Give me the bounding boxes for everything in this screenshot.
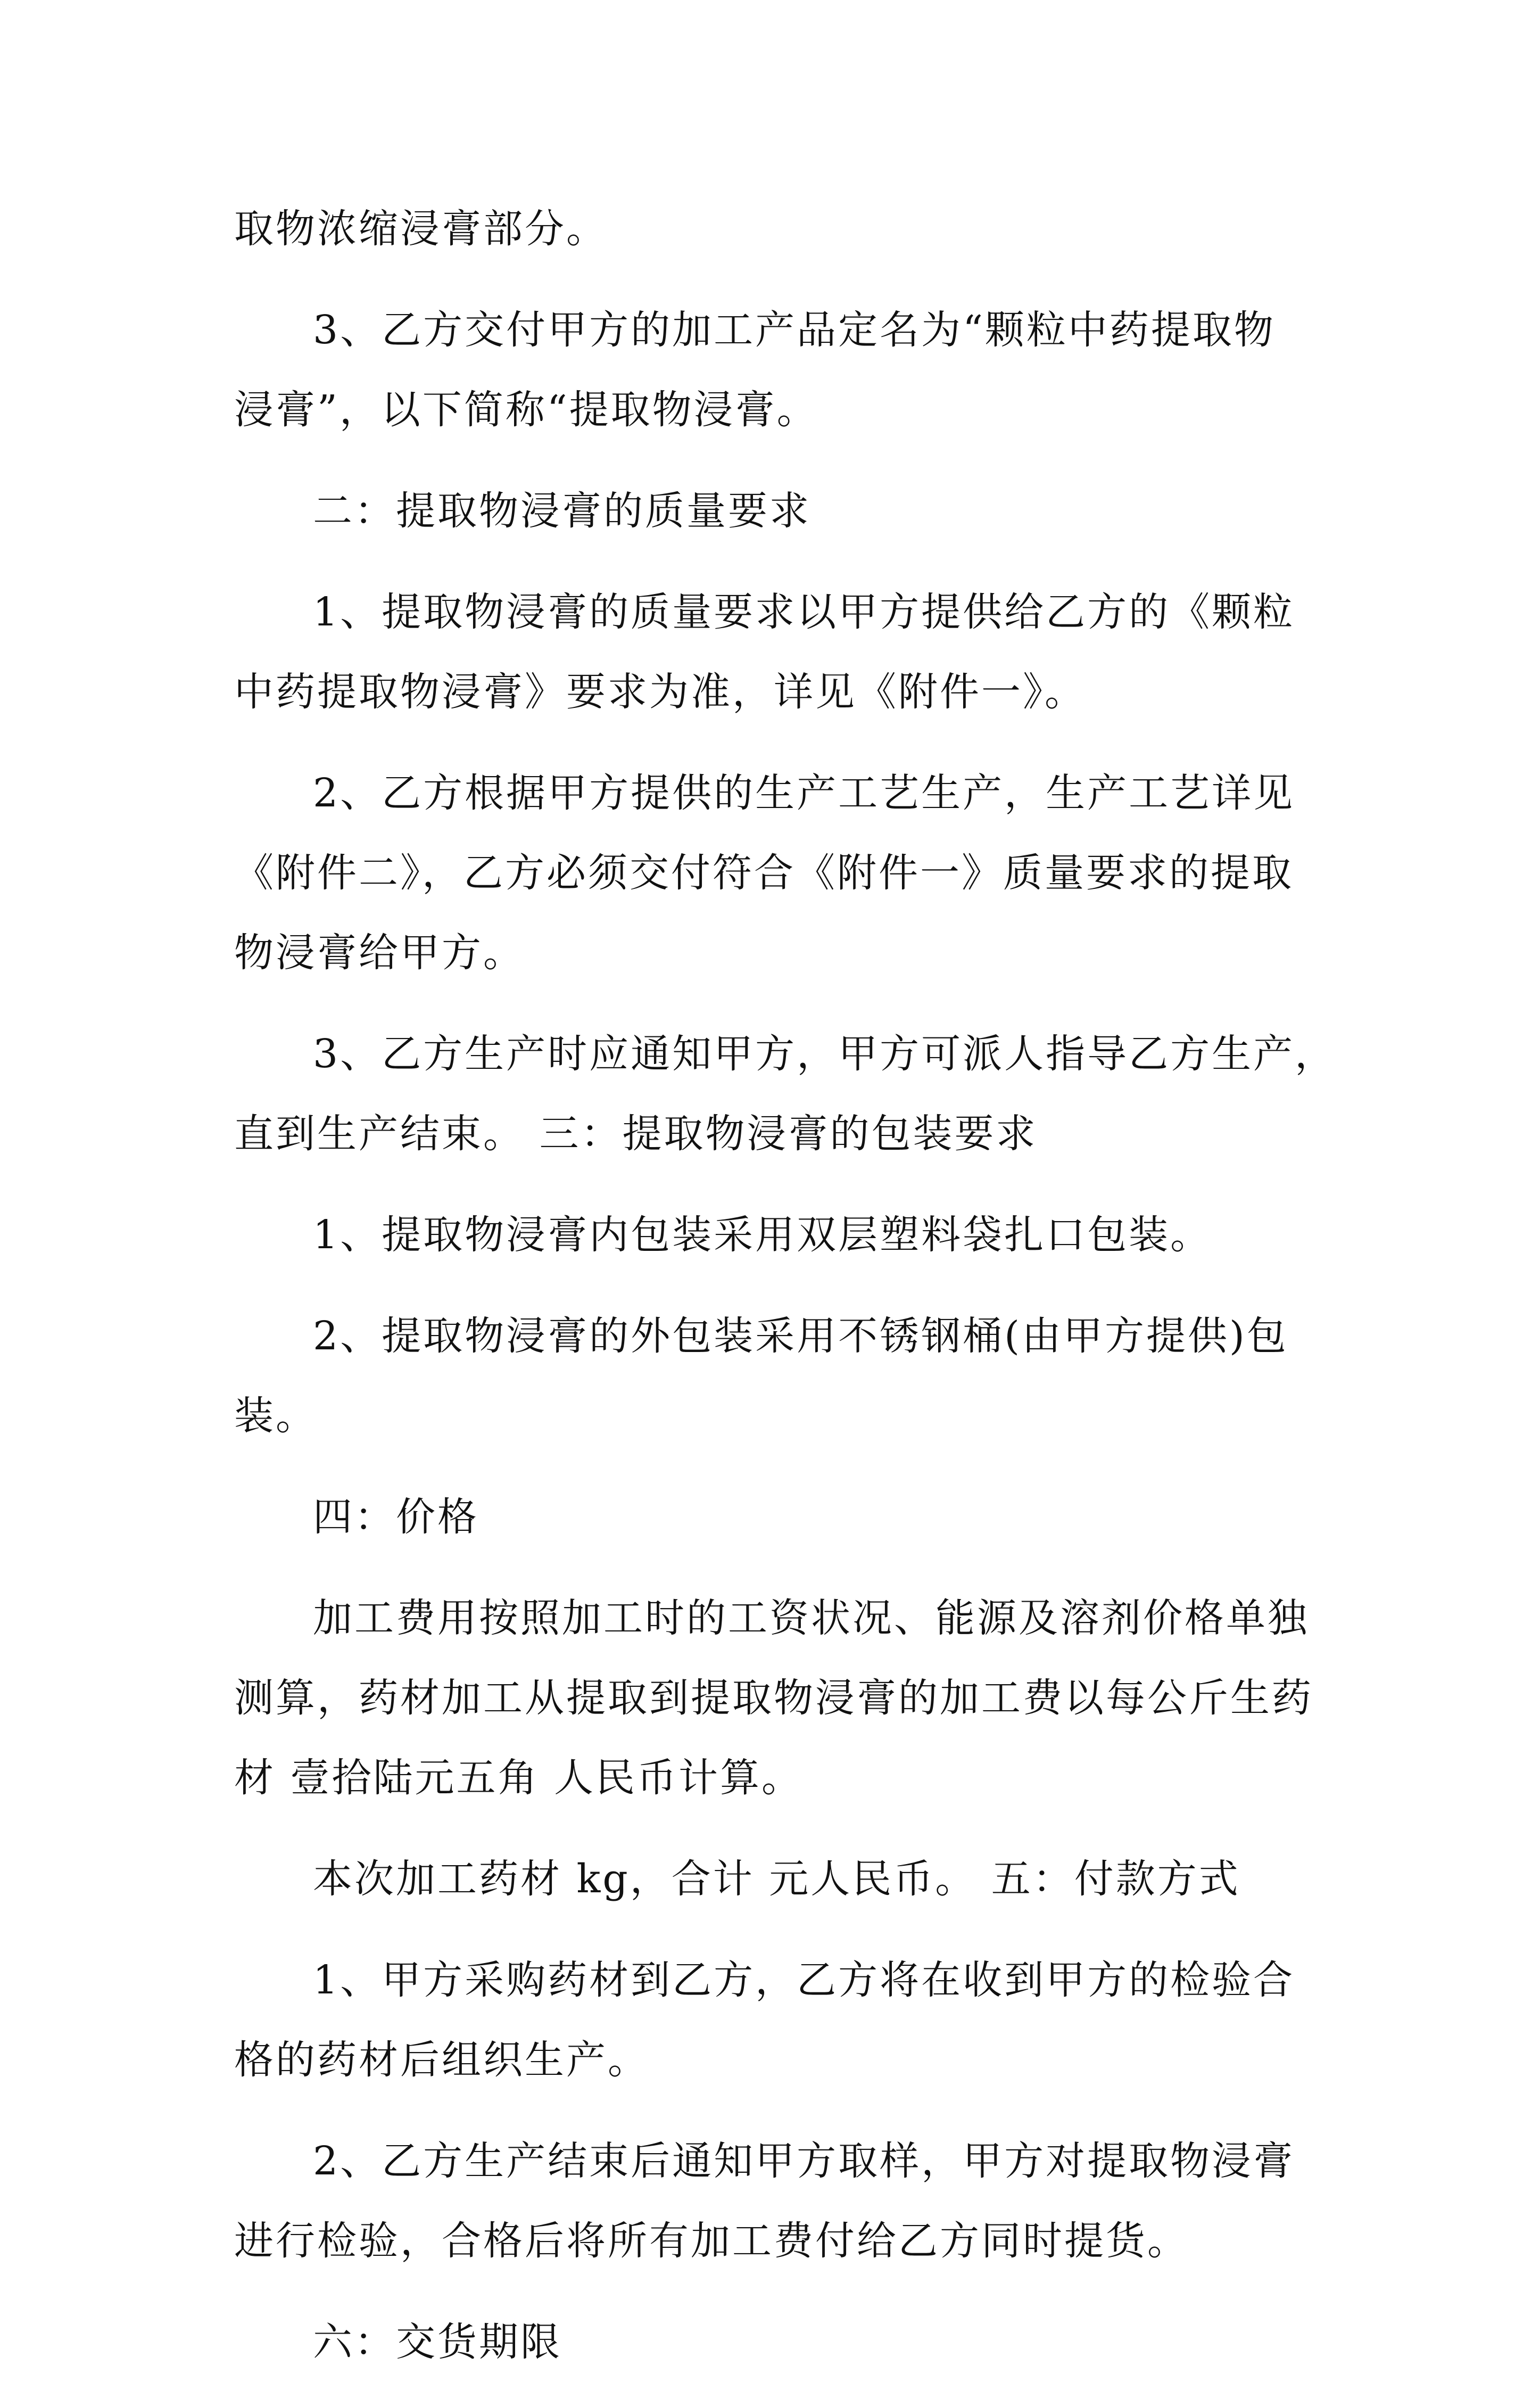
text-line: 3、乙方交付甲方的加工产品定名为“颗粒中药提取物 xyxy=(313,307,1276,353)
text-line: 1、提取物浸膏的质量要求以甲方提供给乙方的《颗粒 xyxy=(313,589,1295,635)
text-line: 取物浓缩浸膏部分。 xyxy=(234,206,608,252)
text-line: 《附件二》，乙方必须交付符合《附件一》质量要求的提取 xyxy=(234,850,1294,896)
text-line: 本次加工药材 kg，合计 元人民币。 五：付款方式 xyxy=(313,1856,1240,1902)
section-heading-price: 四：价格 xyxy=(313,1494,479,1540)
section-heading-delivery: 六：交货期限 xyxy=(313,2319,562,2365)
text-line: 装。 xyxy=(234,1393,317,1439)
text-line: 1、甲方采购药材到乙方，乙方将在收到甲方的检验合 xyxy=(313,1957,1295,2003)
text-line: 2、乙方根据甲方提供的生产工艺生产，生产工艺详见 xyxy=(313,770,1295,816)
text-line: 测算，药材加工从提取到提取物浸膏的加工费以每公斤生药 xyxy=(234,1675,1313,1721)
text-line: 3、乙方生产时应通知甲方，甲方可派人指导乙方生产， xyxy=(313,1031,1337,1077)
text-line: 中药提取物浸膏》要求为准，详见《附件一》。 xyxy=(234,669,1086,715)
text-line: 2、乙方生产结束后通知甲方取样，甲方对提取物浸膏 xyxy=(313,2138,1295,2184)
text-line: 1、提取物浸膏内包装采用双层塑料袋扎口包装。 xyxy=(313,1212,1212,1258)
section-heading-quality: 二：提取物浸膏的质量要求 xyxy=(313,488,811,534)
text-line: 材 壹拾陆元五角 人民币计算。 xyxy=(234,1755,804,1801)
text-line: 加工费用按照加工时的工资状况、能源及溶剂价格单独 xyxy=(313,1595,1309,1641)
text-line: 2、提取物浸膏的外包装采用不锈钢桶(由甲方提供)包 xyxy=(313,1313,1288,1359)
document-body xyxy=(234,189,1337,2382)
text-line: 进行检验，合格后将所有加工费付给乙方同时提货。 xyxy=(234,2218,1189,2264)
text-line: 格的药材后组织生产。 xyxy=(234,2037,649,2083)
text-line: 浸膏”，以下简称“提取物浸膏。 xyxy=(234,387,818,433)
text-line: 物浸膏给甲方。 xyxy=(234,930,525,976)
text-line: 直到生产结束。 三：提取物浸膏的包装要求 xyxy=(234,1111,1038,1157)
